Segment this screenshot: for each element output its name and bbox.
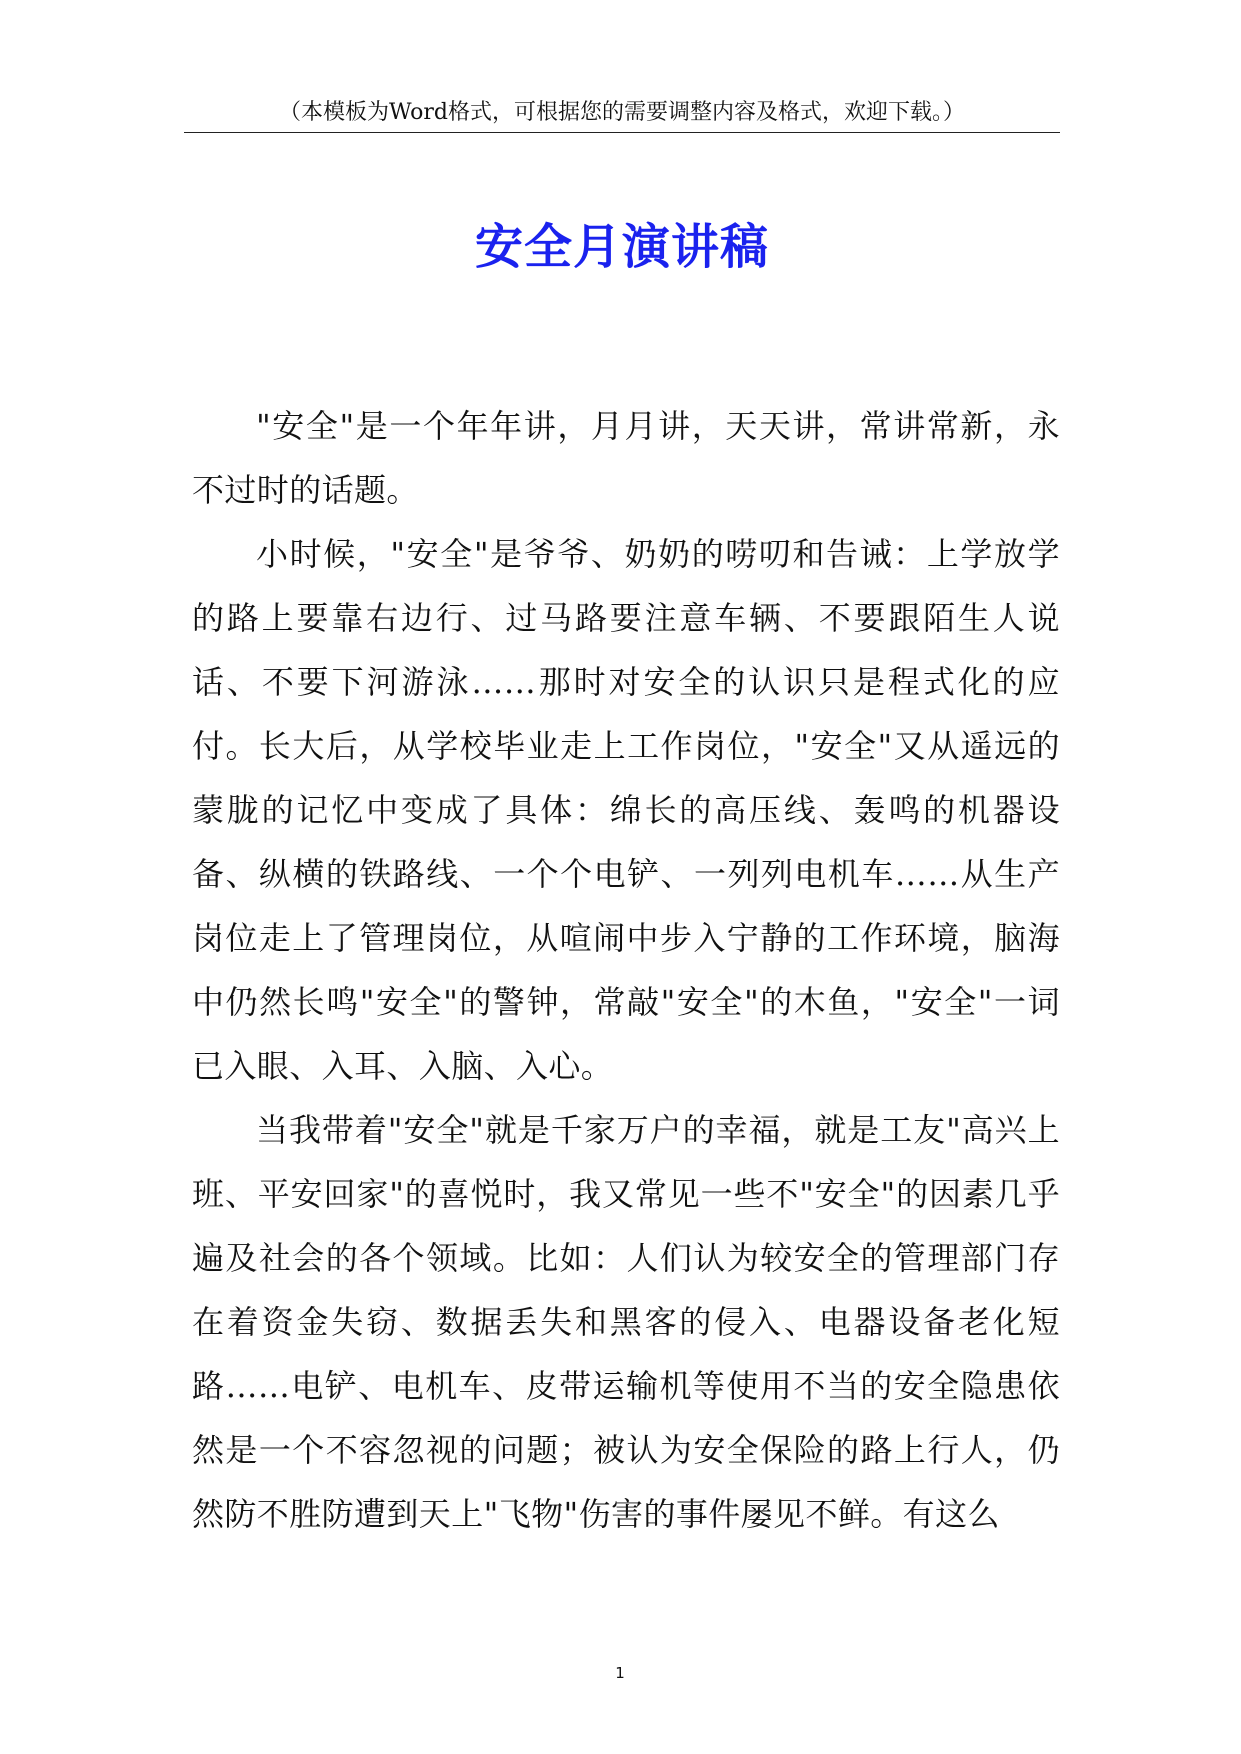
header-note: （本模板为Word格式，可根据您的需要调整内容及格式，欢迎下载。）: [279, 100, 965, 125]
paragraph: 小时候，"安全"是爷爷、奶奶的唠叨和告诫：上学放学的路上要靠右边行、过马路要注意车辆、不要跟陌生人说话、不要下河游泳……那时对安全的认识只是程式化的应付。长大后，从学校毕业走上工作岗位，"安全"又从遥远的蒙胧的记忆中变成了具体：绵长的高压线、轰鸣的机器设备、纵横的铁路线、一个个电铲、一列列电机车……从生产岗位走上了管理岗位，从喧闹中步入宁静的工作环境，脑海中仍然长鸣"安全"的警钟，常敲"安全"的木鱼，"安全"一词已入眼、入耳、入脑、入心。: [192, 535, 1060, 1085]
page-number: 1: [615, 1664, 625, 1682]
header-divider: [184, 132, 1060, 133]
paragraph: "安全"是一个年年讲，月月讲，天天讲，常讲常新，永不过时的话题。: [192, 407, 1060, 509]
document-title: 安全月演讲稿: [474, 219, 769, 275]
document-body: [192, 394, 1060, 1546]
paragraph: 当我带着"安全"就是千家万户的幸福，就是工友"高兴上班、平安回家"的喜悦时，我又常见一些不"安全"的因素几乎遍及社会的各个领域。比如：人们认为较安全的管理部门存在着资金失窃、数据丢失和黑客的侵入、电器设备老化短路……电铲、电机车、皮带运输机等使用不当的安全隐患依然是一个不容忽视的问题；被认为安全保险的路上行人，仍然防不胜防遭到天上"飞物"伤害的事件屡见不鲜。有这么: [192, 1111, 1060, 1533]
